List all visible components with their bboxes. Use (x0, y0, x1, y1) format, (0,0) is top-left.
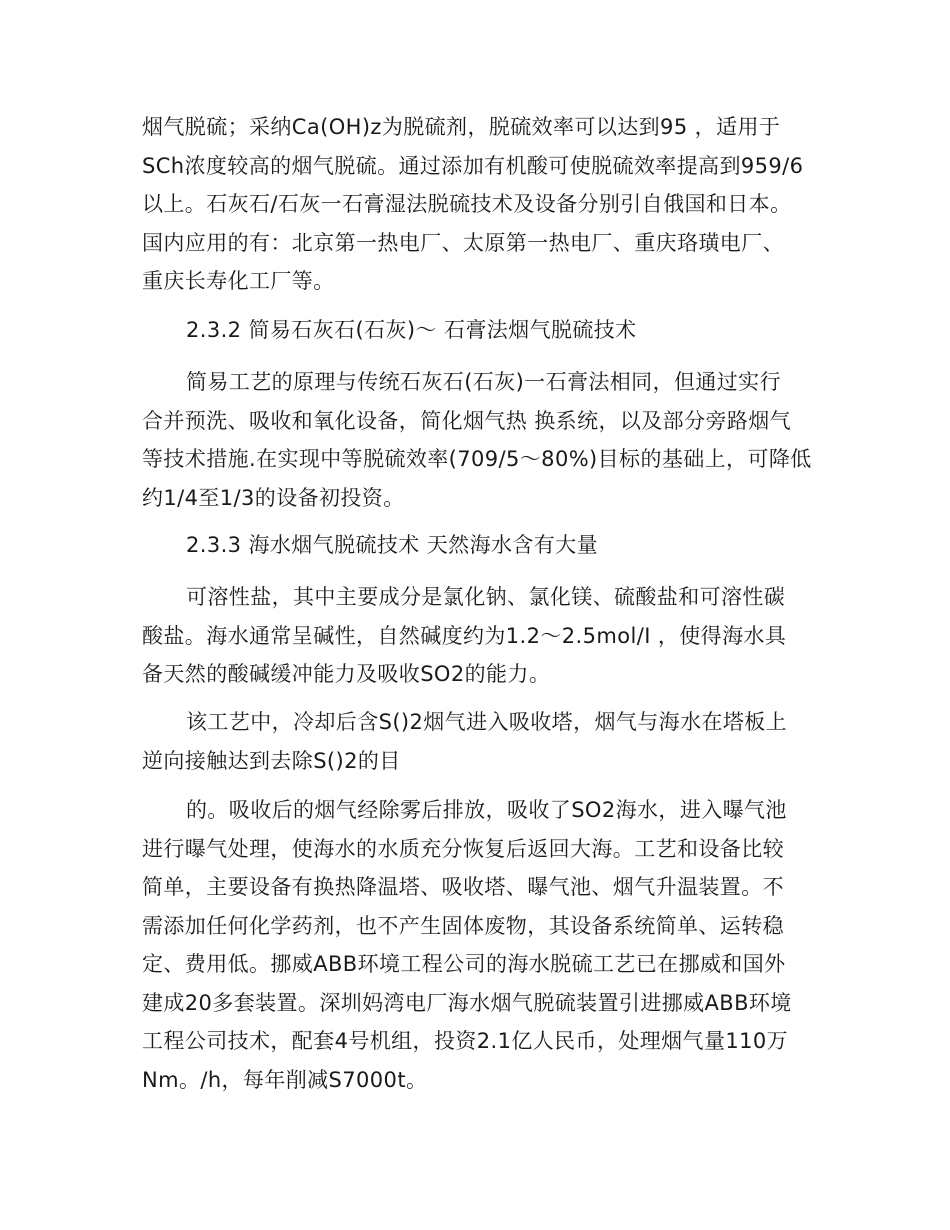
paragraph-4 (142, 703, 810, 780)
paragraph-5-line-1: 的。吸收后的烟气经除雾后排放，吸收了SO2海水，进入曝气池 (186, 798, 787, 822)
section-heading-2-3-2: 2.3.2 简易石灰石(石灰)～ 石膏法烟气脱硫技术 (186, 318, 637, 342)
paragraph-5-line-3: 简单，主要设备有换热降温塔、吸收塔、曝气池、烟气升温装置。不 (142, 875, 784, 899)
paragraph-3-line-1: 可溶性盐，其中主要成分是氯化钠、氯化镁、硫酸盐和可溶性碳 (186, 585, 786, 609)
paragraph-5-line-8: Nm。/h，每年削减S7000t。 (142, 1067, 428, 1092)
section-heading-2-3-3: 2.3.3 海水烟气脱硫技术 天然海水含有大量 (186, 533, 598, 557)
paragraph-5-line-6: 建成20多套装置。深圳妈湾电厂海水烟气脱硫装置引进挪威ABB环境 (142, 990, 792, 1015)
paragraph-5 (142, 791, 810, 1099)
paragraph-4-line-1: 该工艺中，冷却后含S()2烟气进入吸收塔，烟气与海水在塔板上 (186, 710, 788, 734)
paragraph-2-line-3: 等技术措施.在实现中等脱硫效率(709/5～80%)目标的基础上，可降低 (142, 447, 812, 471)
paragraph-1-line-2: SCh浓度较高的烟气脱硫。通过添加有机酸可使脱硫效率提高到959/6 (142, 153, 804, 178)
paragraph-2 (142, 363, 810, 517)
paragraph-1-line-1: 烟气脱硫；采纳Ca(OH)z为脱硫剂，脱硫效率可以达到95 ，适用于 (142, 115, 781, 139)
paragraph-3-line-3: 备天然的酸碱缓冲能力及吸收SO2的能力。 (142, 662, 551, 686)
paragraph-2-line-4: 约1/4至1/3的设备初投资。 (142, 485, 405, 510)
paragraph-3-line-2: 酸盐。海水通常呈碱性，自然碱度约为1.2～2.5mol/I ，使得海水具 (142, 623, 787, 648)
paragraph-5-line-4: 需添加任何化学药剂，也不产生固体废物，其设备系统简单、运转稳 (142, 913, 784, 938)
paragraph-5-line-5: 定、费用低。挪威ABB环境工程公司的海水脱硫工艺已在挪威和国外 (142, 952, 786, 976)
paragraph-4-line-2: 逆向接触达到去除S()2的目 (142, 748, 401, 773)
paragraph-5-line-2: 进行曝气处理，使海水的水质充分恢复后返回大海。工艺和设备比较 (142, 836, 784, 861)
paragraph-1-line-3: 以上。石灰石/石灰一石膏湿法脱硫技术及设备分别引自俄国和日本。 (142, 192, 792, 216)
paragraph-1-line-4: 国内应用的有：北京第一热电厂、太原第一热电厂、重庆珞璜电厂、 (142, 230, 784, 255)
paragraph-3 (142, 578, 810, 694)
paragraph-1 (142, 108, 810, 301)
paragraph-1-line-5: 重庆长寿化工厂等。 (142, 269, 335, 293)
paragraph-5-line-7: 工程公司技术，配套4号机组，投资2.1亿人民币，处理烟气量110万 (142, 1029, 789, 1053)
paragraph-2-line-1: 简易工艺的原理与传统石灰石(石灰)一石膏法相同，但通过实行 (186, 370, 781, 394)
paragraph-2-line-2: 合并预洗、吸收和氧化设备，简化烟气热 换系统，以及部分旁路烟气 (142, 408, 792, 433)
